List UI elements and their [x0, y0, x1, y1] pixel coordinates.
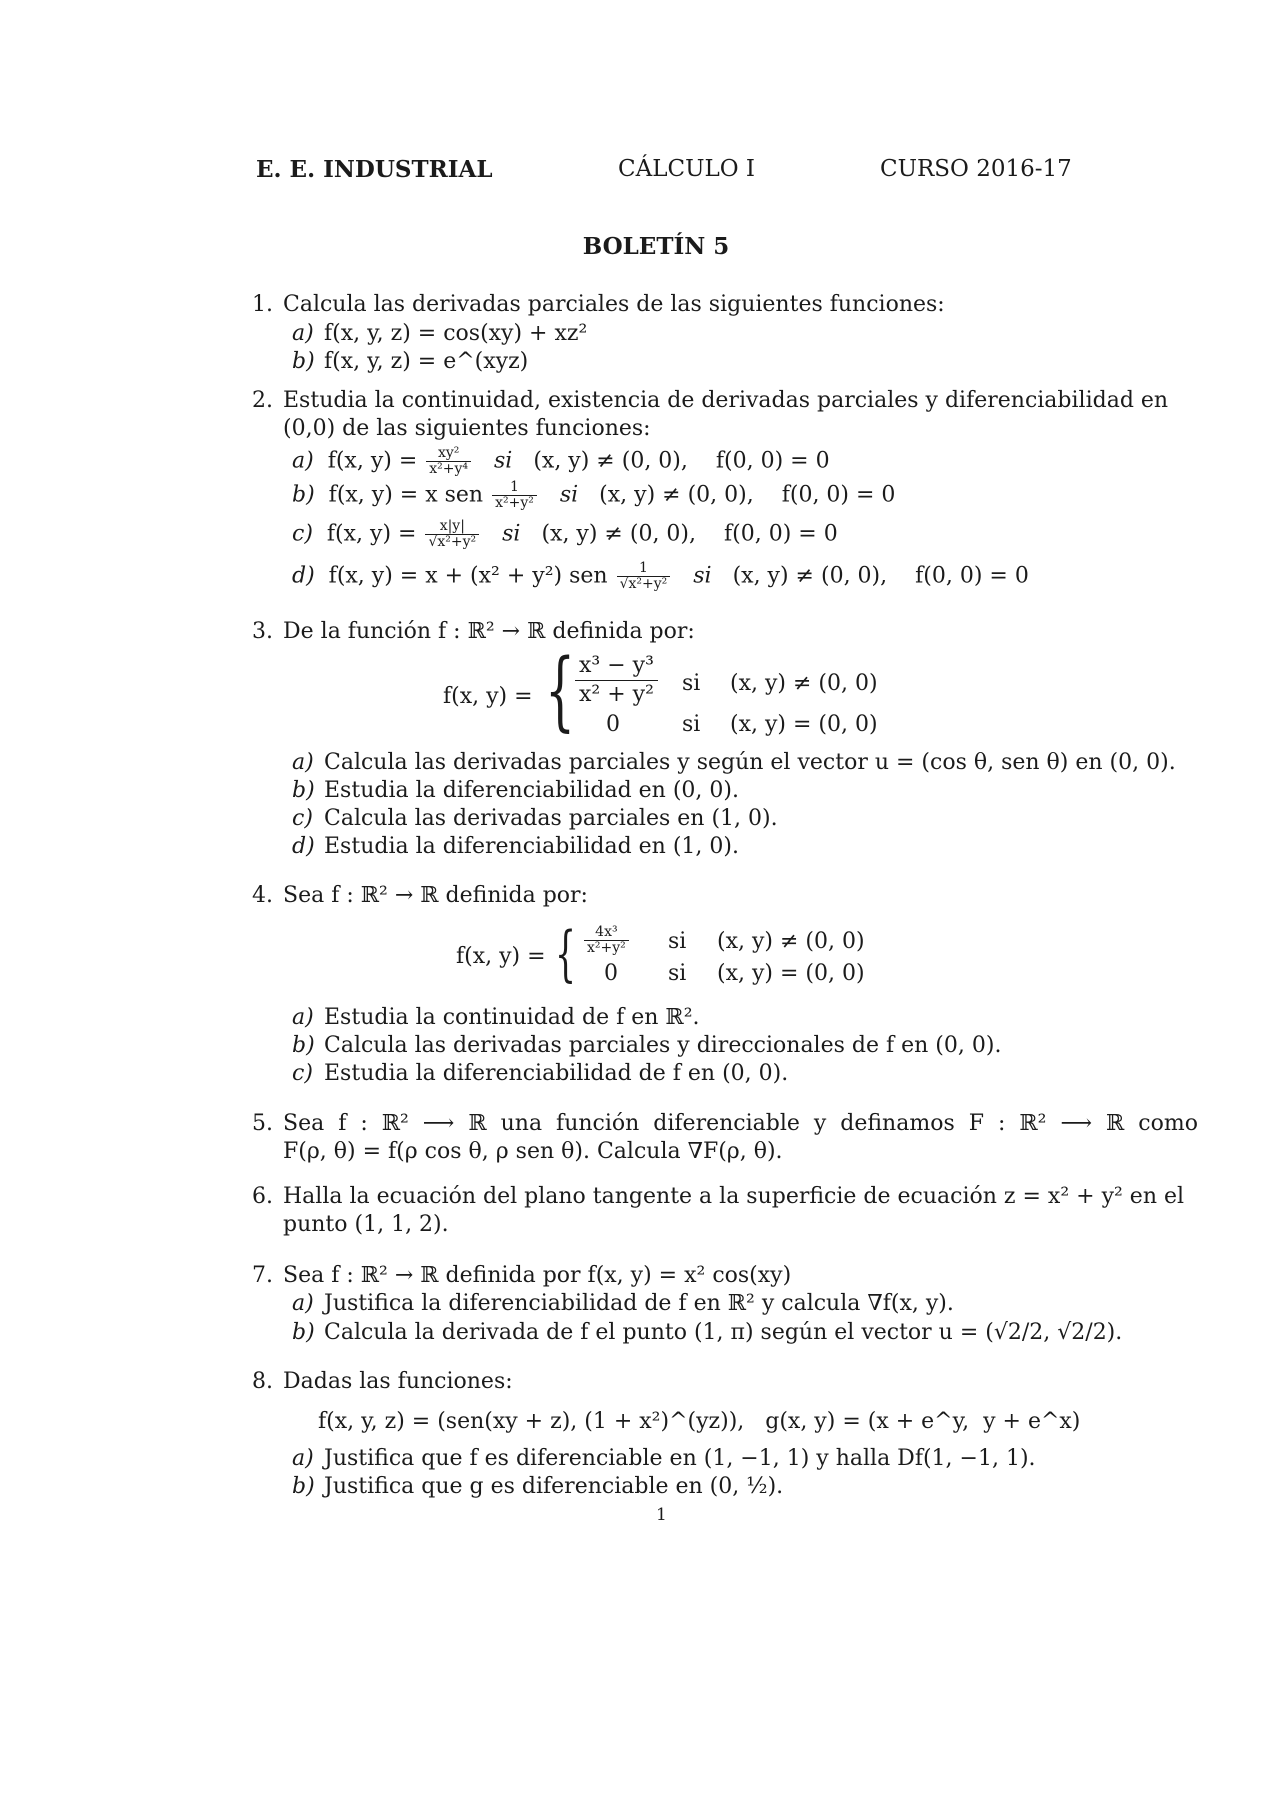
- problem-8b-label: b): [292, 1474, 315, 1499]
- problem-1a-label: a): [292, 321, 314, 346]
- fraction: $\frac{x|y|}{\text{√x²+y²}}$: [425, 519, 479, 550]
- problem-4-case2-si: si: [668, 961, 687, 986]
- problem-2-statement-l1: Estudia la continuidad, existencia de derivadas parciales y diferenciabilidad en: [283, 388, 1169, 413]
- problem-1-number: 1.: [252, 292, 273, 317]
- problem-7-number: 7.: [252, 1263, 273, 1288]
- problem-1a-text: f(x, y, z) = cos(xy) + xz²: [324, 321, 588, 346]
- problem-7a-label: a): [292, 1291, 314, 1316]
- problem-5-statement-l1: Sea f : ℝ² ⟶ ℝ una función diferenciable y definamos F : ℝ² ⟶ ℝ como: [283, 1111, 1198, 1136]
- problem-4a-label: a): [292, 1005, 314, 1030]
- problem-4c-text: Estudia la diferenciabilidad de f en (0, 0).: [324, 1061, 789, 1086]
- problem-5-statement-l2: F(ρ, θ) = f(ρ cos θ, ρ sen θ). Calcula ∇F(ρ, θ).: [283, 1139, 783, 1164]
- problem-8a-label: a): [292, 1446, 314, 1471]
- problem-3a-label: a): [292, 750, 314, 775]
- problem-8-number: 8.: [252, 1369, 273, 1394]
- problem-3a-text: Calcula las derivadas parciales y según el vector u = (cos θ, sen θ) en (0, 0).: [324, 750, 1176, 775]
- problem-1b-text: f(x, y, z) = e^(xyz): [324, 349, 529, 374]
- problem-4-number: 4.: [252, 883, 273, 908]
- problem-3-case1-fraction: $\frac{\text{x³ − y³}}{\text{x² + y²}}$: [575, 652, 658, 709]
- problem-7b-text: Calcula la derivada de f el punto (1, π) según el vector u = (√2/2, √2/2).: [324, 1320, 1123, 1345]
- problem-4-case2-val: 0: [604, 961, 618, 986]
- page-number: 1: [656, 1505, 667, 1525]
- problem-2c: c) f(x, y) = $\frac{x|y|}{\text{√x²+y²}}$ si (x, y) ≠ (0, 0), f(0, 0) = 0: [292, 518, 838, 550]
- problem-3-case1-cond: (x, y) ≠ (0, 0): [730, 671, 878, 696]
- problem-3-def-lhs: f(x, y) =: [443, 684, 533, 709]
- header-left: E. E. INDUSTRIAL: [256, 156, 493, 183]
- problem-1-statement: Calcula las derivadas parciales de las siguientes funciones:: [283, 292, 945, 317]
- problem-6-number: 6.: [252, 1184, 273, 1209]
- problem-3c-label: c): [292, 806, 313, 831]
- problem-3-case2-cond: (x, y) = (0, 0): [730, 712, 878, 737]
- problem-7b-label: b): [292, 1320, 315, 1345]
- problem-4c-label: c): [292, 1061, 313, 1086]
- problem-3b-text: Estudia la diferenciabilidad en (0, 0).: [324, 778, 739, 803]
- header-center: CÁLCULO I: [618, 156, 755, 182]
- problem-7-statement: Sea f : ℝ² → ℝ definida por f(x, y) = x² cos(xy): [283, 1263, 792, 1288]
- problem-4-case1-cond: (x, y) ≠ (0, 0): [717, 929, 865, 954]
- brace: {: [545, 641, 576, 741]
- problem-1b-label: b): [292, 349, 315, 374]
- problem-8a-text: Justifica que f es diferenciable en (1, −1, 1) y halla Df(1, −1, 1).: [324, 1446, 1036, 1471]
- problem-4-def-lhs: f(x, y) =: [456, 944, 546, 969]
- problem-4b-label: b): [292, 1033, 315, 1058]
- problem-4-case2-cond: (x, y) = (0, 0): [717, 961, 865, 986]
- problem-8b-text: Justifica que g es diferenciable en (0, ½).: [324, 1474, 784, 1499]
- problem-2d: d) f(x, y) = x + (x² + y²) sen $\frac{1}{\text{√x²+y²}}$ si (x, y) ≠ (0, 0), f(0, 0) = 0: [292, 560, 1029, 592]
- problem-3b-label: b): [292, 778, 315, 803]
- problem-3-statement: De la función f : ℝ² → ℝ definida por:: [283, 619, 695, 644]
- problem-3-number: 3.: [252, 619, 273, 644]
- problem-3d-text: Estudia la diferenciabilidad en (1, 0).: [324, 834, 739, 859]
- problem-2-number: 2.: [252, 388, 273, 413]
- problem-4-case1-si: si: [668, 929, 687, 954]
- header-right: CURSO 2016-17: [880, 156, 1072, 182]
- problem-4-case1-fraction: $\frac{\text{4x³}}{\text{x²+y²}}$: [582, 925, 631, 956]
- problem-4a-text: Estudia la continuidad de f en ℝ².: [324, 1005, 700, 1030]
- fraction: $\frac{1}{\text{√x²+y²}}$: [617, 561, 671, 592]
- problem-5-number: 5.: [252, 1111, 273, 1136]
- problem-4-statement: Sea f : ℝ² → ℝ definida por:: [283, 883, 588, 908]
- problem-3-case1-si: si: [682, 671, 701, 696]
- problem-4b-text: Calcula las derivadas parciales y direccionales de f en (0, 0).: [324, 1033, 1002, 1058]
- brace: {: [555, 919, 577, 989]
- problem-8-formula: f(x, y, z) = (sen(xy + z), (1 + x²)^(yz)), g(x, y) = (x + e^y, y + e^x): [318, 1409, 1081, 1434]
- problem-2-statement-l2: (0,0) de las siguientes funciones:: [283, 416, 651, 441]
- fraction: $\frac{1}{\text{x²+y²}}$: [492, 480, 537, 511]
- problem-8-statement: Dadas las funciones:: [283, 1369, 513, 1394]
- page-title: BOLETÍN 5: [582, 233, 730, 260]
- problem-6-statement-l1: Halla la ecuación del plano tangente a la superficie de ecuación z = x² + y² en el: [283, 1184, 1185, 1209]
- problem-3-case2-si: si: [682, 712, 701, 737]
- problem-3c-text: Calcula las derivadas parciales en (1, 0).: [324, 806, 778, 831]
- problem-7a-text: Justifica la diferenciabilidad de f en ℝ² y calcula ∇f(x, y).: [324, 1291, 954, 1316]
- problem-3-case2-val: 0: [606, 712, 620, 737]
- problem-3d-label: d): [292, 834, 315, 859]
- problem-6-statement-l2: punto (1, 1, 2).: [283, 1212, 449, 1237]
- fraction: $\frac{\text{xy²}}{\text{x²+y⁴}}$: [426, 446, 471, 477]
- problem-2b: b) f(x, y) = x sen $\frac{1}{\text{x²+y²}}$ si (x, y) ≠ (0, 0), f(0, 0) = 0: [292, 479, 896, 511]
- problem-2a: a) f(x, y) = $\frac{\text{xy²}}{\text{x²+y⁴}}$ si (x, y) ≠ (0, 0), f(0, 0) = 0: [292, 445, 830, 477]
